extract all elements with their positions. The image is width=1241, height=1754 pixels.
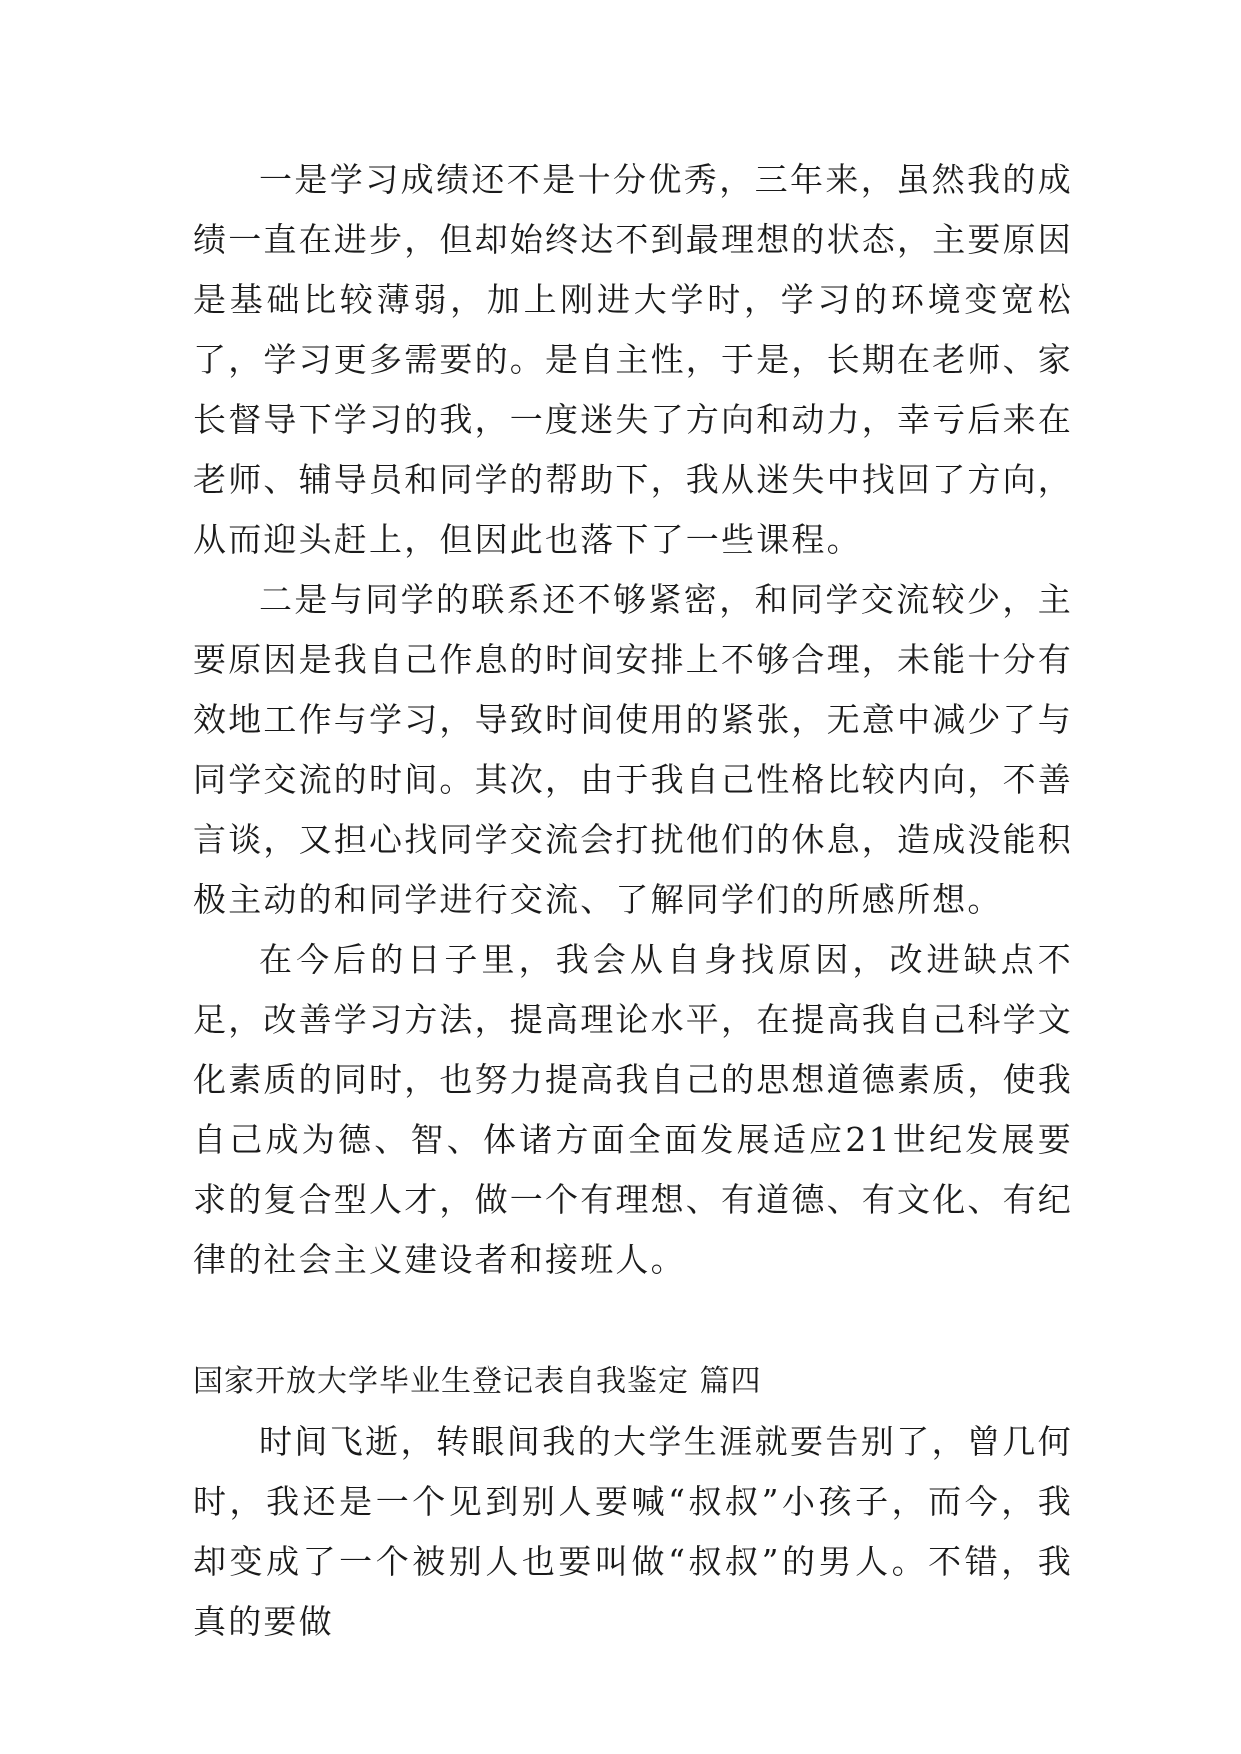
paragraph-study-performance: 一是学习成绩还不是十分优秀，三年来，虽然我的成绩一直在进步，但却始终达不到最理想的状态，主要原因是基础比较薄弱，加上刚进大学时，学习的环境变宽松了，学习更多需要的。是自主性，于是，长期在老师、家长督导下学习的我，一度迷失了方向和动力，幸亏后来在老师、辅导员和同学的帮助下，我从迷失中找回了方向，从而迎头赶上，但因此也落下了一些课程。 [193,160,1073,559]
paragraph-time-flies: 时间飞逝，转眼间我的大学生涯就要告别了，曾几何时，我还是一个见到别人要喊“叔叔”小孩子，而今，我却变成了一个被别人也要叫做“叔叔”的男人。不错，我真的要做 [193,1422,1073,1641]
section-heading: 国家开放大学毕业生登记表自我鉴定 篇四 [193,1364,762,1399]
document-page [193,150,1073,1652]
paragraph-future-plans: 在今后的日子里，我会从自身找原因，改进缺点不足，改善学习方法，提高理论水平，在提高我自己科学文化素质的同时，也努力提高我自己的思想道德素质，使我自己成为德、智、体诸方面全面发展适应21世纪发展要求的复合型人才，做一个有理想、有道德、有文化、有纪律的社会主义建设者和接班人。 [193,940,1073,1279]
paragraph-classmate-communication: 二是与同学的联系还不够紧密，和同学交流较少，主要原因是我自己作息的时间安排上不够合理，未能十分有效地工作与学习，导致时间使用的紧张，无意中减少了与同学交流的时间。其次，由于我自己性格比较内向，不善言谈，又担心找同学交流会打扰他们的休息，造成没能积极主动的和同学进行交流、了解同学们的所感所想。 [193,580,1073,919]
